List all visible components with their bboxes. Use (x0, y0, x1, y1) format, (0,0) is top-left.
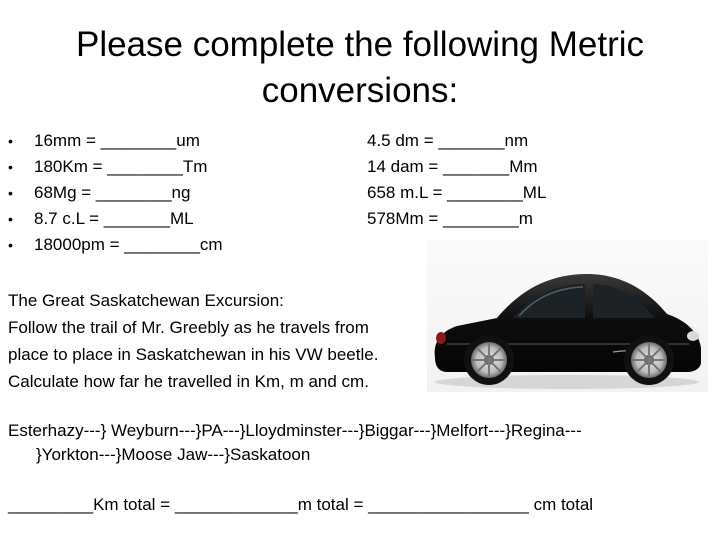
excursion-paragraph (8, 287, 418, 395)
conversion-text: 8.7 c.L = _______ML (34, 209, 194, 228)
slide-title (30, 22, 690, 114)
totals-line: _________Km total = _____________m total = _________________ cm total (8, 495, 594, 514)
bullet-icon: • (8, 133, 13, 149)
right-conversion-list (367, 128, 546, 232)
list-item: 14 dam = _______Mm (367, 157, 538, 176)
list-item (8, 180, 223, 206)
paragraph-line: The Great Saskatchewan Excursion: (8, 291, 284, 310)
conversion-text: 180Km = ________Tm (34, 157, 208, 176)
paragraph-line: Calculate how far he travelled in Km, m and cm. (8, 372, 369, 391)
bullet-icon: • (8, 185, 13, 201)
conversion-text: 68Mg = ________ng (34, 183, 191, 202)
route-line-2: }Yorkton---}Moose Jaw---}Saskatoon (36, 445, 311, 464)
list-item: 578Mm = ________m (367, 209, 533, 228)
list-item: 4.5 dm = _______nm (367, 131, 529, 150)
conversion-text: 16mm = ________um (34, 131, 200, 150)
paragraph-line: Follow the trail of Mr. Greebly as he travels from (8, 318, 369, 337)
vw-beetle-car-icon (427, 240, 708, 392)
bullet-icon: • (8, 237, 13, 253)
title-line-1: Please complete the following Metric (75, 25, 645, 64)
list-item: 658 m.L = ________ML (367, 183, 547, 202)
list-item (8, 232, 223, 258)
route-line-1: Esterhazy---} Weyburn---}PA---}Lloydminster---}Biggar---}Melfort---}Regina--- (8, 421, 582, 440)
bullet-icon: • (8, 159, 13, 175)
bullet-icon: • (8, 211, 13, 227)
list-item (8, 206, 223, 232)
list-item (8, 128, 223, 154)
paragraph-line: place to place in Saskatchewan in his VW beetle. (8, 345, 379, 364)
conversion-text: 18000pm = ________cm (34, 235, 223, 254)
list-item (8, 154, 223, 180)
title-line-2: conversions: (261, 71, 459, 110)
left-conversion-list (8, 128, 223, 258)
route-text (8, 419, 708, 467)
